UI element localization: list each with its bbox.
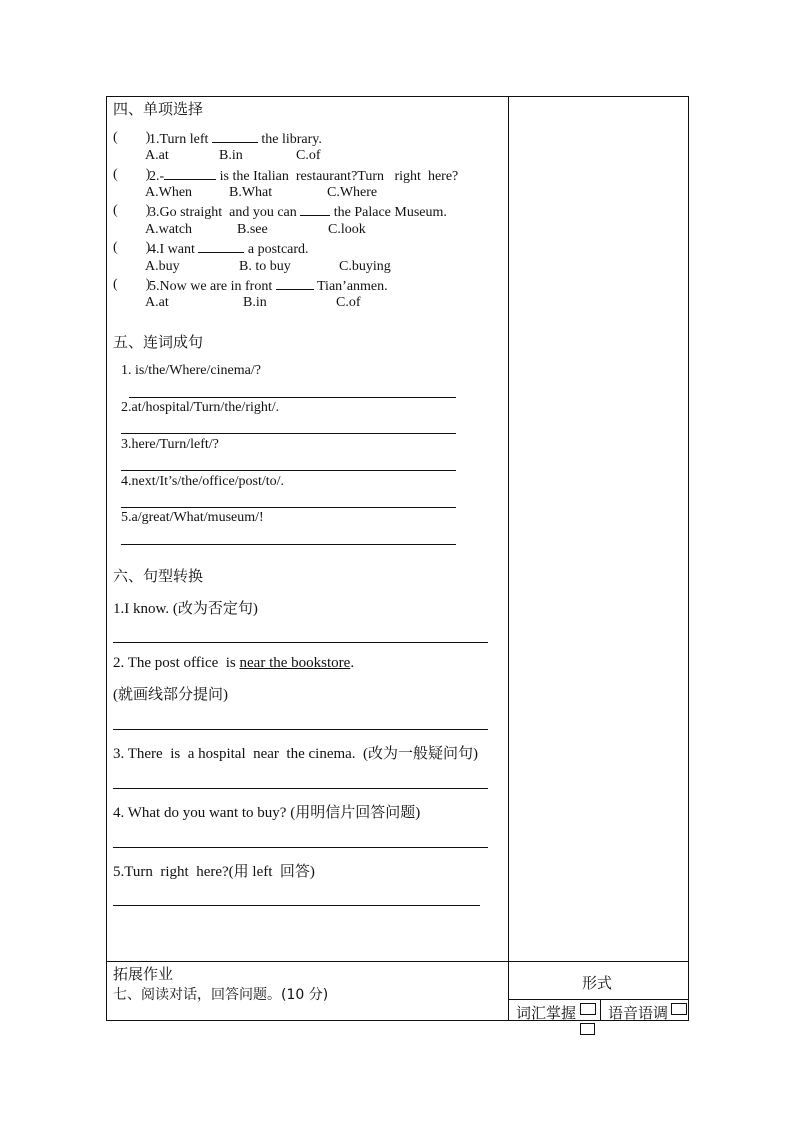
q1-stem [149,130,322,148]
q2-stem-post: is the Italian restaurant?Turn right here? [219,169,459,184]
q3-option-a: A.watch [145,222,193,237]
q5-stem-pre: 5.Now we are in front [149,279,273,294]
q4-option-a: A.buy [145,259,180,274]
s5-item-3: 3.here/Turn/left/? [121,437,219,452]
pronunciation-label: 语音语调 [608,1004,669,1022]
overflow-checkbox[interactable] [580,1023,595,1035]
table-top-border [106,96,689,97]
s6-q2-note: (就画线部分提问) [113,687,228,703]
q4-paren: ( ) [113,240,151,255]
q3-blank[interactable] [300,203,330,216]
form-label: 形式 [582,974,613,992]
s6-q1: 1.I know. (改为否定句) [113,601,258,617]
s6-answer-line-1[interactable] [113,642,488,643]
q1-stem-pre: 1.Turn left [149,132,209,147]
q4-stem [149,240,309,258]
table-left-border [106,96,107,1021]
q1-paren: ( ) [113,130,151,145]
s5-item-4: 4.next/It’s/the/office/post/to/. [121,474,285,489]
q5-stem [149,277,388,295]
q1-option-a: A.at [145,148,169,163]
q5-option-a: A.at [145,295,169,310]
q4-blank[interactable] [198,240,244,253]
q2-blank[interactable] [164,167,216,180]
q3-stem [149,203,447,221]
vocab-checkbox[interactable] [580,1003,596,1015]
table-footer-border [106,961,689,962]
q3-stem-pre: 3.Go straight and you can [149,205,297,220]
q3-option-b: B.see [237,222,268,237]
s5-answer-line-1[interactable] [129,397,456,398]
s6-q5: 5.Turn right here?(用 left 回答) [113,864,315,880]
q2-option-a: A.When [145,185,193,200]
q4-option-b: B. to buy [239,259,291,274]
q3-stem-post: the Palace Museum. [333,205,447,220]
q2-option-b: B.What [229,185,273,200]
q3-paren: ( ) [113,203,151,218]
table-right-border [688,96,689,1021]
q5-paren: ( ) [113,277,151,292]
q2-stem [149,167,458,185]
s5-answer-line-4[interactable] [121,507,456,508]
q1-option-c: C.of [296,148,321,163]
q3-option-c: C.look [328,222,366,237]
q5-option-b: B.in [243,295,267,310]
s6-q2-underlined: near the bookstore [239,655,351,671]
extension-homework-label: 拓展作业 [113,965,174,983]
section5-title: 五、连词成句 [113,333,204,351]
section6-title: 六、句型转换 [113,567,204,585]
s6-q2 [113,655,354,672]
s6-q4: 4. What do you want to buy? (用明信片回答问题) [113,805,421,821]
s5-answer-line-3[interactable] [121,470,456,471]
s5-answer-line-5[interactable] [121,544,456,545]
pronunciation-checkbox[interactable] [671,1003,687,1015]
s6-q2-pre: 2. The post office is [113,655,240,671]
q1-stem-post: the library. [261,132,322,147]
q4-option-c: C.buying [339,259,391,274]
s6-answer-line-4[interactable] [113,847,488,848]
section7-title: 七、阅读对话，回答问题。(10 分) [113,987,329,1003]
q2-paren: ( ) [113,167,151,182]
q1-blank[interactable] [212,130,258,143]
section4-title: 四、单项选择 [113,100,204,118]
q2-stem-pre: 2.- [149,169,165,184]
vocab-label: 词汇掌握 [516,1004,577,1022]
table-bottom-border [106,1020,689,1021]
s6-answer-line-5[interactable] [113,905,480,906]
q4-stem-post: a postcard. [247,242,309,257]
q5-stem-post: Tian’anmen. [317,279,388,294]
table-middle-border [508,96,509,1021]
q5-option-c: C.of [336,295,361,310]
s6-answer-line-3[interactable] [113,788,488,789]
form-row-divider [508,999,689,1000]
s6-answer-line-2[interactable] [113,729,488,730]
s6-q2-post: . [350,655,355,671]
s5-item-5: 5.a/great/What/museum/! [121,510,264,525]
q2-option-c: C.Where [327,185,378,200]
q1-option-b: B.in [219,148,243,163]
form-column-divider [600,999,601,1021]
s5-answer-line-2[interactable] [121,433,456,434]
q5-blank[interactable] [276,277,314,290]
q4-stem-pre: 4.I want [149,242,195,257]
s5-item-1: 1. is/the/Where/cinema/? [121,363,261,378]
s6-q3: 3. There is a hospital near the cinema. (改为一般疑问句) [113,746,479,762]
s5-item-2: 2.at/hospital/Turn/the/right/. [121,400,280,415]
